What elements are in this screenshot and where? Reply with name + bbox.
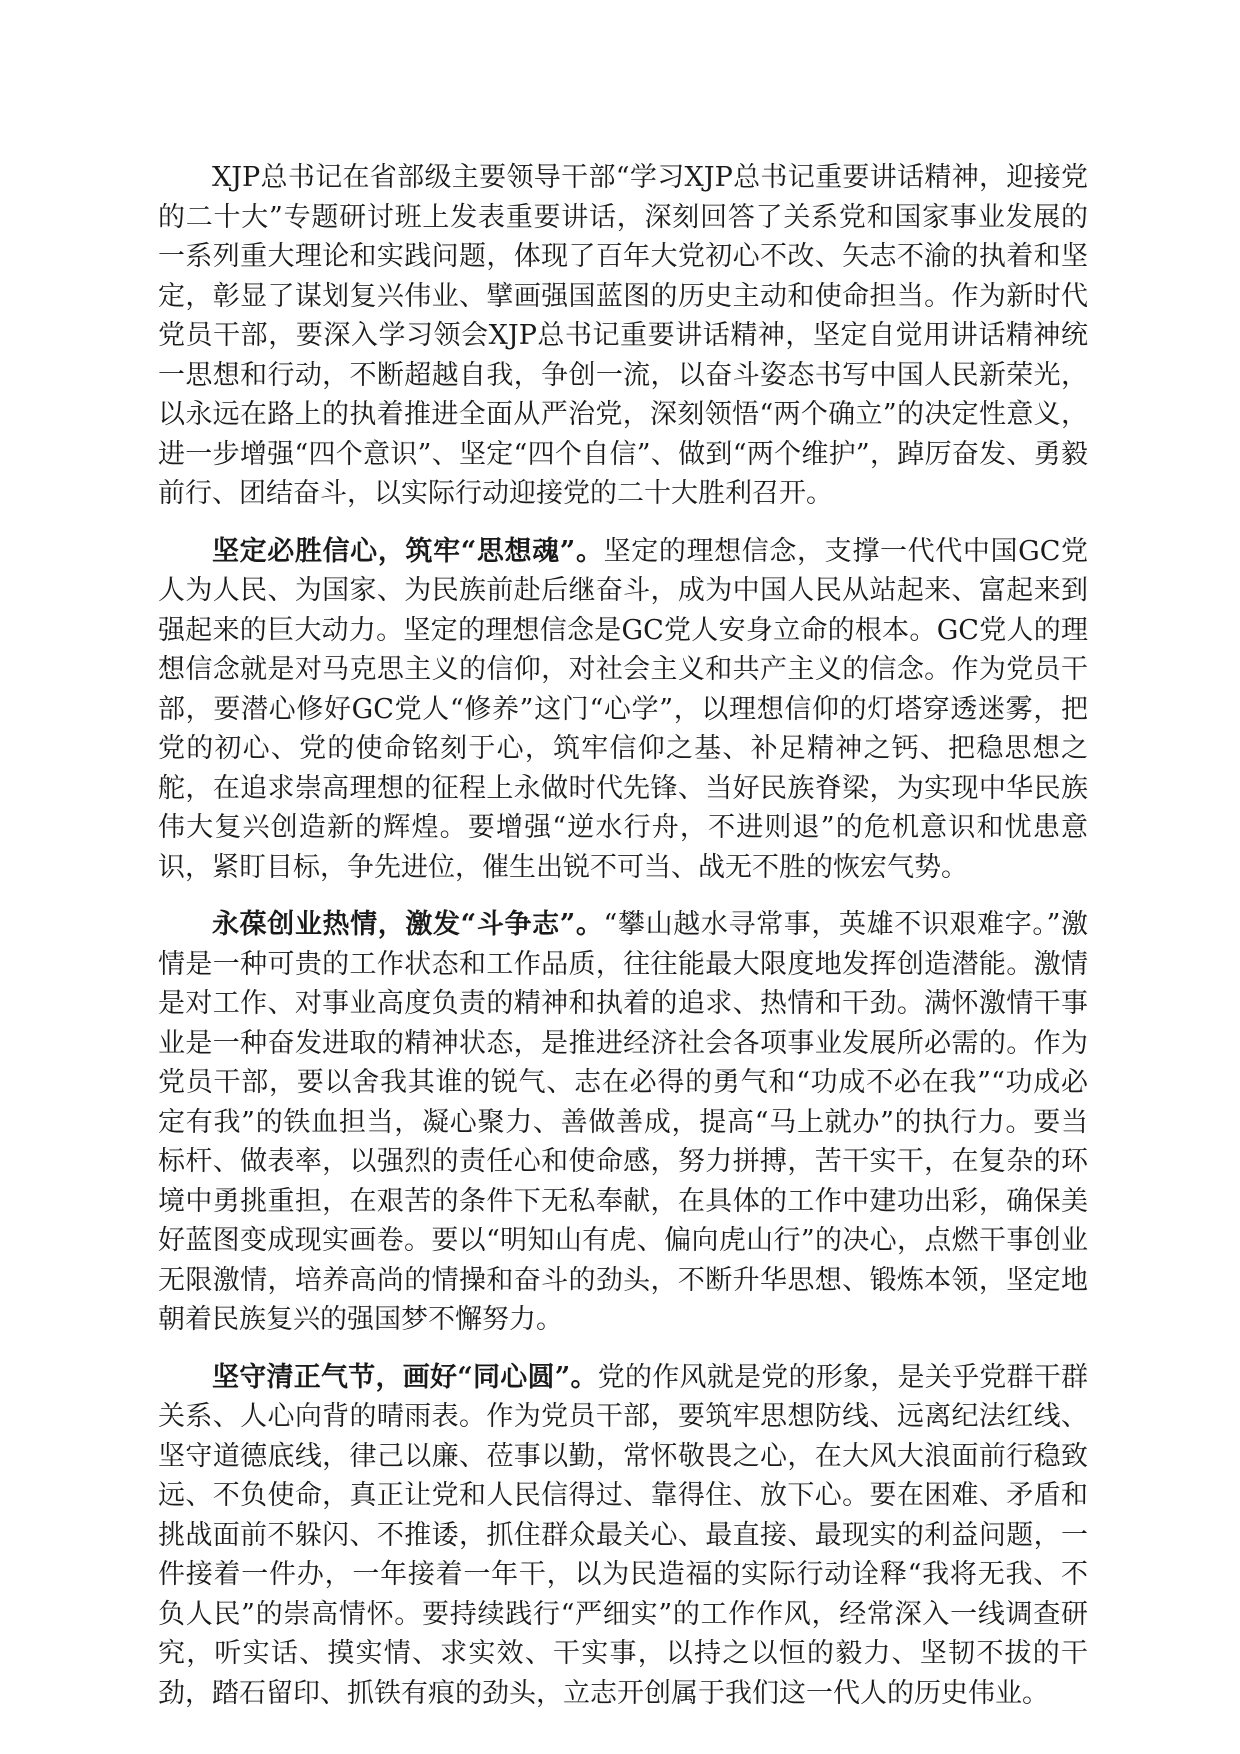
section-heading: 坚定必胜信心，筑牢“思想魂”。 [212, 535, 604, 567]
document-page [158, 158, 1088, 1731]
section-heading: 坚守清正气节，画好“同心圆”。 [212, 1361, 598, 1393]
paragraph-text: 坚定的理想信念，支撑一代代中国GC党人为人民、为国家、为民族前赴后继奋斗，成为中国人民从站起来、富起来到强起来的巨大动力。坚定的理想信念是GC党人安身立命的根本。GC党人的理想信念就是对马克思主义的信仰，对社会主义和共产主义的信念。作为党员干部，要潜心修好GC党人“修养”这门“心学”，以理想信仰的灯塔穿透迷雾，把党的初心、党的使命铭刻于心，筑牢信仰之基、补足精神之钙、把稳思想之舵，在追求崇高理想的征程上永做时代先锋、当好民族脊梁，为实现中华民族伟大复兴创造新的辉煌。要增强“逆水行舟，不进则退”的危机意识和忧患意识，紧盯目标，争先进位，催生出锐不可当、战无不胜的恢宏气势。 [158, 535, 1088, 883]
paragraph-text: “攀山越水寻常事，英雄不识艰难字。”激情是一种可贵的工作状态和工作品质，往往能最大限度地发挥创造潜能。激情是对工作、对事业高度负责的精神和执着的追求、热情和干劲。满怀激情干事业是一种奋发进取的精神状态，是推进经济社会各项事业发展所必需的。作为党员干部，要以舍我其谁的锐气、志在必得的勇气和“功成不必在我”“功成必定有我”的铁血担当，凝心聚力、善做善成，提高“马上就办”的执行力。要当标杆、做表率，以强烈的责任心和使命感，努力拼搏，苦干实干，在复杂的环境中勇挑重担，在艰苦的条件下无私奉献，在具体的工作中建功出彩，确保美好蓝图变成现实画卷。要以“明知山有虎、偏向虎山行”的决心，点燃干事创业无限激情，培养高尚的情操和奋斗的劲头，不断升华思想、锻炼本领，坚定地朝着民族复兴的强国梦不懈努力。 [158, 909, 1088, 1335]
paragraph-text: XJP总书记在省部级主要领导干部“学习XJP总书记重要讲话精神，迎接党的二十大”专题研讨班上发表重要讲话，深刻回答了关系党和国家事业发展的一系列重大理论和实践问题，体现了百年大党初心不改、矢志不渝的执着和坚定，彰显了谋划复兴伟业、擘画强国蓝图的历史主动和使命担当。作为新时代党员干部，要深入学习领会XJP总书记重要讲话精神，坚定自觉用讲话精神统一思想和行动，不断超越自我，争创一流，以奋斗姿态书写中国人民新荣光，以永远在路上的执着推进全面从严治党，深刻领悟“两个确立”的决定性意义，进一步增强“四个意识”、坚定“四个自信”、做到“两个维护”，踔厉奋发、勇毅前行、团结奋斗，以实际行动迎接党的二十大胜利召开。 [158, 162, 1088, 509]
intro-paragraph [158, 158, 1088, 514]
section-paragraph-passion [158, 905, 1088, 1340]
section-paragraph-integrity [158, 1358, 1088, 1714]
section-paragraph-faith [158, 532, 1088, 888]
paragraph-text: 党的作风就是党的形象，是关乎党群干群关系、人心向背的晴雨表。作为党员干部，要筑牢思想防线、远离纪法红线、坚守道德底线，律己以廉、莅事以勤，常怀敬畏之心，在大风大浪面前行稳致远、不负使命，真正让党和人民信得过、靠得住、放下心。要在困难、矛盾和挑战面前不躲闪、不推诿，抓住群众最关心、最直接、最现实的利益问题，一件接着一件办，一年接着一年干，以为民造福的实际行动诠释“我将无我、不负人民”的崇高情怀。要持续践行“严细实”的工作作风，经常深入一线调查研究，听实话、摸实情、求实效、干实事，以持之以恒的毅力、坚韧不拔的干劲，踏石留印、抓铁有痕的劲头，立志开创属于我们这一代人的历史伟业。 [158, 1361, 1088, 1709]
section-heading: 永葆创业热情，激发“斗争志”。 [212, 909, 604, 940]
